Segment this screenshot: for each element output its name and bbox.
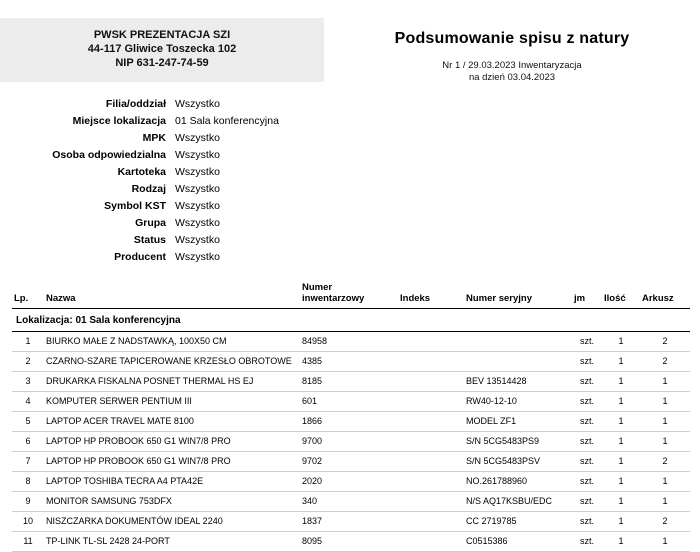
cell-lp: 2 bbox=[12, 352, 44, 372]
cell-lp: 3 bbox=[12, 372, 44, 392]
page-title: Podsumowanie spisu z natury bbox=[394, 30, 630, 47]
cell-lp: 5 bbox=[12, 412, 44, 432]
cell-index bbox=[398, 532, 464, 552]
cell-name: DRUKARKA FISKALNA POSNET THERMAL HS EJ bbox=[44, 372, 300, 392]
table-row[interactable] bbox=[12, 332, 690, 352]
cell-serial: NO.261788960 bbox=[464, 472, 572, 492]
filter-value: Wszystko bbox=[175, 183, 220, 195]
filter-value: Wszystko bbox=[175, 98, 220, 110]
column-header-serial: Numer seryjny bbox=[464, 282, 572, 309]
cell-lp: 11 bbox=[12, 532, 44, 552]
filter-label: Producent bbox=[114, 251, 166, 263]
cell-serial: RW40-12-10 bbox=[464, 392, 572, 412]
cell-serial: N/S AQ17KSBU/EDC bbox=[464, 492, 572, 512]
cell-inventory: 84958 bbox=[300, 332, 398, 352]
cell-inventory: 601 bbox=[300, 392, 398, 412]
filter-label: Filia/oddział bbox=[105, 98, 166, 110]
cell-quantity: 1 bbox=[602, 472, 640, 492]
cell-sheet: 2 bbox=[640, 352, 690, 372]
filter-label: Status bbox=[133, 234, 166, 246]
items-table-body bbox=[12, 332, 690, 552]
items-table-head bbox=[12, 282, 690, 309]
column-header-name: Nazwa bbox=[44, 282, 300, 309]
items-table bbox=[12, 282, 690, 552]
filter-label: Grupa bbox=[135, 217, 166, 229]
cell-unit: szt. bbox=[572, 492, 602, 512]
filter-label: Kartoteka bbox=[117, 166, 166, 178]
cell-sheet: 1 bbox=[640, 492, 690, 512]
cell-serial bbox=[464, 332, 572, 352]
cell-serial: BEV 13514428 bbox=[464, 372, 572, 392]
cell-quantity: 1 bbox=[602, 372, 640, 392]
cell-sheet: 1 bbox=[640, 412, 690, 432]
cell-serial: S/N 5CG5483PSV bbox=[464, 452, 572, 472]
table-row[interactable] bbox=[12, 352, 690, 372]
cell-serial: S/N 5CG5483PS9 bbox=[464, 432, 572, 452]
cell-unit: szt. bbox=[572, 332, 602, 352]
cell-index bbox=[398, 472, 464, 492]
cell-lp: 7 bbox=[12, 452, 44, 472]
report-header bbox=[0, 0, 700, 84]
cell-lp: 10 bbox=[12, 512, 44, 532]
cell-serial: C0515386 bbox=[464, 532, 572, 552]
cell-unit: szt. bbox=[572, 372, 602, 392]
filter-value: Wszystko bbox=[175, 149, 220, 161]
filter-label: MPK bbox=[142, 132, 166, 144]
cell-unit: szt. bbox=[572, 412, 602, 432]
table-row[interactable] bbox=[12, 372, 690, 392]
table-row[interactable] bbox=[12, 452, 690, 472]
cell-quantity: 1 bbox=[602, 492, 640, 512]
cell-index bbox=[398, 332, 464, 352]
cell-lp: 8 bbox=[12, 472, 44, 492]
filter-value: Wszystko bbox=[175, 234, 220, 246]
filter-label: Osoba odpowiedzialna bbox=[52, 149, 166, 161]
filter-row-producent bbox=[0, 251, 700, 268]
column-header-quantity: Ilość bbox=[602, 282, 640, 309]
cell-inventory: 1837 bbox=[300, 512, 398, 532]
cell-index bbox=[398, 372, 464, 392]
cell-sheet: 1 bbox=[640, 472, 690, 492]
cell-inventory: 340 bbox=[300, 492, 398, 512]
cell-unit: szt. bbox=[572, 512, 602, 532]
cell-sheet: 2 bbox=[640, 332, 690, 352]
document-subtitle bbox=[324, 60, 700, 84]
cell-inventory: 2020 bbox=[300, 472, 398, 492]
filter-row-filia bbox=[0, 98, 700, 115]
cell-name: KOMPUTER SERWER PENTIUM III bbox=[44, 392, 300, 412]
filter-row-osoba-odpowiedzialna bbox=[0, 149, 700, 166]
cell-quantity: 1 bbox=[602, 532, 640, 552]
column-header-index: Indeks bbox=[398, 282, 464, 309]
filter-label: Rodzaj bbox=[131, 183, 166, 195]
cell-inventory: 1866 bbox=[300, 412, 398, 432]
filter-value: Wszystko bbox=[175, 251, 220, 263]
cell-index bbox=[398, 412, 464, 432]
cell-name: LAPTOP HP PROBOOK 650 G1 WIN7/8 PRO bbox=[44, 452, 300, 472]
table-row[interactable] bbox=[12, 472, 690, 492]
filter-value: Wszystko bbox=[175, 217, 220, 229]
cell-unit: szt. bbox=[572, 532, 602, 552]
cell-index bbox=[398, 452, 464, 472]
table-row[interactable] bbox=[12, 512, 690, 532]
cell-index bbox=[398, 512, 464, 532]
cell-lp: 9 bbox=[12, 492, 44, 512]
cell-name: LAPTOP TOSHIBA TECRA A4 PTA42E bbox=[44, 472, 300, 492]
cell-quantity: 1 bbox=[602, 392, 640, 412]
filter-label: Symbol KST bbox=[104, 200, 166, 212]
cell-quantity: 1 bbox=[602, 452, 640, 472]
filter-value: 01 Sala konferencyjna bbox=[175, 115, 279, 127]
filter-value: Wszystko bbox=[175, 132, 220, 144]
cell-name: MONITOR SAMSUNG 753DFX bbox=[44, 492, 300, 512]
cell-serial: CC 2719785 bbox=[464, 512, 572, 532]
cell-inventory: 9700 bbox=[300, 432, 398, 452]
table-row[interactable] bbox=[12, 532, 690, 552]
cell-index bbox=[398, 492, 464, 512]
filter-row-kartoteka bbox=[0, 166, 700, 183]
cell-unit: szt. bbox=[572, 352, 602, 372]
filter-value: Wszystko bbox=[175, 166, 220, 178]
cell-sheet: 2 bbox=[640, 512, 690, 532]
column-header-inventory-number: Numer inwentarzowy bbox=[300, 282, 398, 309]
cell-inventory: 8095 bbox=[300, 532, 398, 552]
cell-unit: szt. bbox=[572, 392, 602, 412]
filter-row-grupa bbox=[0, 217, 700, 234]
filters-section bbox=[0, 98, 700, 268]
cell-name: BIURKO MAŁE Z NADSTAWKĄ, 100X50 CM bbox=[44, 332, 300, 352]
table-row[interactable] bbox=[12, 492, 690, 512]
cell-unit: szt. bbox=[572, 472, 602, 492]
column-header-sheet: Arkusz bbox=[640, 282, 690, 309]
column-header-unit: jm bbox=[572, 282, 602, 309]
company-nip: NIP 631-247-74-59 bbox=[115, 57, 209, 69]
cell-name: LAPTOP HP PROBOOK 650 G1 WIN7/8 PRO bbox=[44, 432, 300, 452]
company-address: 44-117 Gliwice Toszecka 102 bbox=[87, 43, 237, 55]
cell-quantity: 1 bbox=[602, 412, 640, 432]
cell-inventory: 4385 bbox=[300, 352, 398, 372]
filter-row-mpk bbox=[0, 132, 700, 149]
cell-sheet: 1 bbox=[640, 392, 690, 412]
cell-index bbox=[398, 352, 464, 372]
document-number: Nr 1 / 29.03.2023 Inwentaryzacja bbox=[442, 60, 582, 71]
cell-name: NISZCZARKA DOKUMENTÓW IDEAL 2240 bbox=[44, 512, 300, 532]
items-table-group-header bbox=[12, 309, 690, 332]
group-row-location bbox=[12, 309, 690, 332]
cell-quantity: 1 bbox=[602, 352, 640, 372]
filter-label: Miejsce lokalizacja bbox=[72, 115, 166, 127]
title-block bbox=[324, 18, 700, 84]
document-date: na dzień 03.04.2023 bbox=[468, 72, 556, 83]
cell-lp: 4 bbox=[12, 392, 44, 412]
cell-serial bbox=[464, 352, 572, 372]
cell-sheet: 1 bbox=[640, 372, 690, 392]
cell-quantity: 1 bbox=[602, 432, 640, 452]
cell-quantity: 1 bbox=[602, 332, 640, 352]
table-row[interactable] bbox=[12, 432, 690, 452]
cell-sheet: 2 bbox=[640, 452, 690, 472]
company-info-box bbox=[0, 18, 324, 82]
cell-inventory: 8185 bbox=[300, 372, 398, 392]
cell-index bbox=[398, 392, 464, 412]
cell-lp: 1 bbox=[12, 332, 44, 352]
cell-quantity: 1 bbox=[602, 512, 640, 532]
cell-unit: szt. bbox=[572, 432, 602, 452]
cell-index bbox=[398, 432, 464, 452]
cell-inventory: 9702 bbox=[300, 452, 398, 472]
cell-serial: MODEL ZF1 bbox=[464, 412, 572, 432]
table-row[interactable] bbox=[12, 412, 690, 432]
cell-sheet: 1 bbox=[640, 432, 690, 452]
cell-name: CZARNO-SZARE TAPICEROWANE KRZESŁO OBROTOWE bbox=[44, 352, 300, 372]
cell-lp: 6 bbox=[12, 432, 44, 452]
cell-name: TP-LINK TL-SL 2428 24-PORT bbox=[44, 532, 300, 552]
filter-row-rodzaj bbox=[0, 183, 700, 200]
filter-row-status bbox=[0, 234, 700, 251]
cell-sheet: 1 bbox=[640, 532, 690, 552]
items-table-wrapper bbox=[0, 282, 700, 552]
column-header-lp: Lp. bbox=[12, 282, 44, 309]
cell-unit: szt. bbox=[572, 452, 602, 472]
filter-row-symbol-kst bbox=[0, 200, 700, 217]
filter-row-miejsce bbox=[0, 115, 700, 132]
company-name: PWSK PREZENTACJA SZI bbox=[93, 29, 231, 41]
cell-name: LAPTOP ACER TRAVEL MATE 8100 bbox=[44, 412, 300, 432]
table-header-row bbox=[12, 282, 690, 309]
table-row[interactable] bbox=[12, 392, 690, 412]
filter-value: Wszystko bbox=[175, 200, 220, 212]
group-label: Lokalizacja: 01 Sala konferencyjna bbox=[12, 309, 690, 332]
